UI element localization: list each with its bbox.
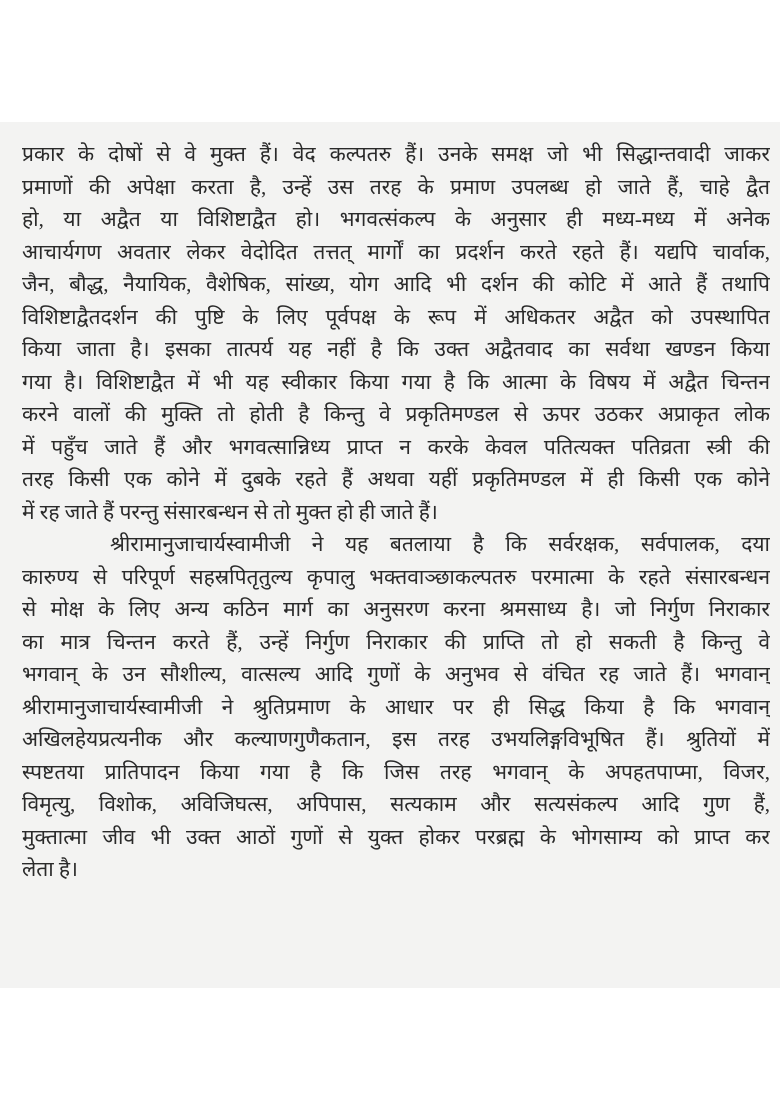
text-line: प्रकार के दोषों से वे मुक्त हैं। वेद कल्पतरु हैं। उनके समक्ष जो भी सिद्धान्तवादी जाकर [22,142,770,166]
text-line: हो, या अद्वैत या विशिष्टाद्वैत हो। भगवत्संकल्प के अनुसार ही मध्य-मध्य में अनेक [22,207,770,231]
text-line: प्रमाणों की अपेक्षा करता है, उन्हें उस तरह के प्रमाण उपलब्ध हो जाते हैं, चाहे द्वैत [22,174,770,199]
text-line: मुक्तात्मा जीव भी उक्त आठों गुणों से युक्त होकर परब्रह्म के भोगसाम्य को प्राप्त कर [22,824,770,849]
paragraph-end-line: लेता है। [22,857,79,881]
text-line: का मात्र चिन्तन करते हैं, उन्हें निर्गुण निराकार की प्राप्ति तो हो सकती है किन्तु वे [22,629,770,654]
text-line: कारुण्य से परिपूर्ण सहस्रपितृतुल्य कृपालु भक्तवाञ्छाकल्पतरु परमात्मा के रहते संसारबन्धन [22,564,770,589]
text-line: से मोक्ष के लिए अन्य कठिन मार्ग का अनुसरण करना श्रमसाध्य है। जो निर्गुण निराकार [22,597,770,621]
text-line: गया है। विशिष्टाद्वैत में भी यह स्वीकार किया गया है कि आत्मा के विषय में अद्वैत चिन्तन [22,369,770,394]
text-line: जैन, बौद्ध, नैयायिक, वैशेषिक, सांख्य, योग आदि भी दर्शन की कोटि में आते हैं तथापि [22,272,770,296]
text-line: आचार्यगण अवतार लेकर वेदोदित तत्तत् मार्गों का प्रदर्शन करते रहते हैं। यद्यपि चार्वाक, [22,239,770,264]
text-line: किया जाता है। इसका तात्पर्य यह नहीं है कि उक्त अद्वैतवाद का सर्वथा खण्डन किया [22,337,770,361]
text-line: विमृत्यु, विशोक, अविजिघत्स, अपिपास, सत्यकाम और सत्यसंकल्प आदि गुण हैं, [22,792,770,816]
text-line: तरह किसी एक कोने में दुबके रहते हैं अथवा यहीं प्रकृतिमण्डल में ही किसी एक कोने [22,467,770,491]
body-text [22,138,770,886]
text-line: विशिष्टाद्वैतदर्शन की पुष्टि के लिए पूर्वपक्ष के रूप में अधिकतर अद्वैत को उपस्थापित [22,304,770,329]
paragraph-end-line: में रह जाते हैं परन्तु संसारबन्धन से तो मुक्त हो ही जाते हैं। [22,499,438,524]
paragraph-start-line: श्रीरामानुजाचार्यस्वामीजी ने यह बतलाया है कि सर्वरक्षक, सर्वपालक, दया [110,532,770,556]
text-line: में पहुँच जाते हैं और भगवत्सान्निध्य प्राप्त न करके केवल पतित्यक्त पतिव्रता स्त्री की [22,434,770,459]
text-line: स्पष्टतया प्रातिपादन किया गया है कि जिस तरह भगवान् के अपहतपाप्मा, विजर, [22,759,770,784]
text-line: भगवान् के उन सौशील्य, वात्सल्य आदि गुणों के अनुभव से वंचित रह जाते हैं। भगवान् [22,662,770,686]
text-line: श्रीरामानुजाचार्यस्वामीजी ने श्रुतिप्रमाण के आधार पर ही सिद्ध किया है कि भगवान् [22,694,770,719]
text-line: करने वालों की मुक्ति तो होती है किन्तु वे प्रकृतिमण्डल से ऊपर उठकर अप्राकृत लोक [22,402,770,426]
text-line: अखिलहेयप्रत्यनीक और कल्याणगुणैकतान, इस तरह उभयलिङ्गविभूषित हैं। श्रुतियों में [22,727,770,751]
